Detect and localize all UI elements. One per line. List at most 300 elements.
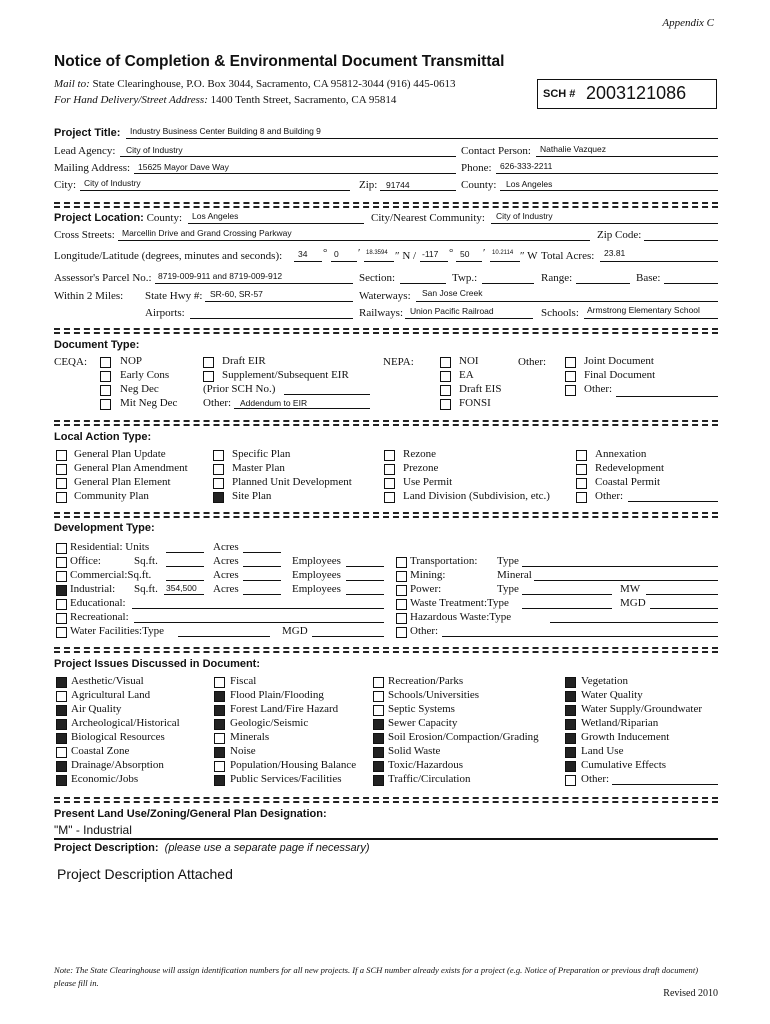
section-divider (54, 202, 718, 208)
issue-noise: Noise (230, 745, 256, 757)
land-use-value[interactable]: "M" - Industrial (54, 823, 132, 837)
issue-schools-universities: Schools/Universities (388, 689, 480, 701)
north-label: ″ N / (395, 250, 417, 262)
mineral-label: Mineral (497, 569, 532, 581)
commercial-acres-label: Acres (213, 569, 239, 581)
waterways-value[interactable]: San Jose Creek (422, 288, 483, 298)
transportation-type-label: Type (497, 555, 519, 567)
checkbox-geologic-seismic[interactable] (214, 719, 225, 730)
transportation-type-line (522, 566, 718, 567)
checkbox-sewer-capacity[interactable] (373, 719, 384, 730)
lead-agency-label: Lead Agency: (54, 145, 116, 157)
issue-biological-resources: Biological Resources (71, 731, 165, 743)
checkbox-public-services[interactable] (214, 775, 225, 786)
checkbox-agricultural-land[interactable] (56, 691, 67, 702)
general-plan-element-label: General Plan Element (74, 476, 171, 488)
hazardous-waste-label: Hazardous Waste:Type (410, 611, 512, 623)
waste-mgd-line (650, 608, 718, 609)
lat-deg-value[interactable]: 34 (298, 249, 308, 259)
checkbox-master-plan[interactable] (213, 464, 224, 475)
community-plan-label: Community Plan (74, 490, 149, 502)
industrial-acres-label: Acres (213, 583, 239, 595)
lat-deg-line (294, 261, 322, 262)
office-employees-line (346, 566, 384, 567)
checkbox-wetland-riparian[interactable] (565, 719, 576, 730)
long-deg-symbol: ° (449, 247, 454, 259)
annexation-label: Annexation (595, 448, 647, 460)
contact-person-value[interactable]: Nathalie Vazquez (540, 144, 606, 154)
checkbox-ea[interactable] (440, 371, 451, 382)
office-acres-label: Acres (213, 555, 239, 567)
checkbox-early-cons[interactable] (100, 371, 111, 382)
state-hwy-line (205, 301, 353, 302)
airports-line (190, 318, 353, 319)
city-line (80, 190, 350, 191)
total-acres-label: Total Acres: (541, 250, 595, 262)
checkbox-minerals[interactable] (214, 733, 225, 744)
water-type-line (178, 636, 270, 637)
industrial-label: Industrial: (70, 583, 116, 595)
local-other-label: Other: (595, 490, 624, 502)
office-employees-label: Employees (292, 555, 341, 567)
railways-value[interactable]: Union Pacific Railroad (410, 306, 494, 316)
general-plan-update-label: General Plan Update (74, 448, 166, 460)
issue-other-label: Other: (581, 773, 610, 785)
railways-line (405, 318, 533, 319)
issue-land-use: Land Use (581, 745, 624, 757)
rezone-label: Rezone (403, 448, 436, 460)
latlong-label: Longitude/Latitude (degrees, minutes and seconds): (54, 250, 283, 262)
checkbox-nop[interactable] (100, 357, 111, 368)
issue-fiscal: Fiscal (230, 675, 257, 687)
issue-agricultural-land: Agricultural Land (71, 689, 151, 701)
mit-neg-dec-label: Mit Neg Dec (120, 397, 178, 409)
community-label: City/Nearest Community: (371, 212, 485, 224)
residential-acres-label: Acres (213, 541, 239, 553)
county-value[interactable]: Los Angeles (506, 179, 553, 189)
zip-label: Zip: (359, 179, 378, 191)
zip-value[interactable]: 91744 (386, 180, 410, 190)
document-type-heading: Document Type: (54, 339, 140, 351)
issue-sewer-capacity: Sewer Capacity (388, 717, 458, 729)
checkbox-issue-other[interactable] (565, 775, 576, 786)
power-mw-line (646, 594, 718, 595)
phone-line (496, 173, 718, 174)
commercial-label: Commercial:Sq.ft. (70, 569, 152, 581)
project-location-heading: Project Location: (54, 212, 144, 224)
checkbox-water-facilities[interactable] (56, 627, 67, 638)
checkbox-aesthetic-visual[interactable] (56, 677, 67, 688)
industrial-sqft-label: Sq.ft. (134, 583, 158, 595)
issue-aesthetic-visual: Aesthetic/Visual (71, 675, 144, 687)
neg-dec-label: Neg Dec (120, 383, 159, 395)
checkbox-specific-plan[interactable] (213, 450, 224, 461)
office-acres-line (243, 566, 281, 567)
checkbox-general-plan-update[interactable] (56, 450, 67, 461)
zip-code-line (644, 240, 718, 241)
lat-sec-value[interactable]: 18.3594 (366, 250, 388, 256)
educational-label: Educational: (70, 597, 126, 609)
project-title-line (126, 138, 718, 139)
development-other-label: Other: (410, 625, 439, 637)
issue-soil-erosion: Soil Erosion/Compaction/Grading (388, 731, 539, 743)
master-plan-label: Master Plan (232, 462, 285, 474)
land-division-label: Land Division (Subdivision, etc.) (403, 490, 550, 502)
mineral-line (534, 580, 718, 581)
commercial-employees-label: Employees (292, 569, 341, 581)
checkbox-waste-treatment[interactable] (396, 599, 407, 610)
schools-value[interactable]: Armstrong Elementary School (587, 305, 700, 315)
checkbox-archeological-historical[interactable] (56, 719, 67, 730)
within-label: Within 2 Miles: (54, 290, 124, 302)
checkbox-commercial[interactable] (56, 571, 67, 582)
transportation-label: Transportation: (410, 555, 478, 567)
prezone-label: Prezone (403, 462, 439, 474)
residential-label: Residential: Units (70, 541, 150, 553)
issue-water-quality: Water Quality (581, 689, 643, 701)
supplement-eir-label: Supplement/Subsequent EIR (222, 369, 349, 381)
commercial-sqft-line (166, 580, 204, 581)
power-label: Power: (410, 583, 442, 595)
checkbox-noise[interactable] (214, 747, 225, 758)
checkbox-drainage-absorption[interactable] (56, 761, 67, 772)
phone-label: Phone: (461, 162, 492, 174)
issue-forest-land: Forest Land/Fire Hazard (230, 703, 339, 715)
project-description-row (54, 842, 370, 854)
checkbox-biological-resources[interactable] (56, 733, 67, 744)
issue-archeological-historical: Archeological/Historical (71, 717, 180, 729)
checkbox-final-document[interactable] (565, 371, 576, 382)
airports-label: Airports: (145, 307, 185, 319)
noi-label: NOI (459, 355, 479, 367)
mail-to-label: Mail to: (54, 78, 90, 90)
base-line (664, 283, 718, 284)
sch-label: SCH # (543, 88, 576, 100)
doc-other-label: Other: (518, 356, 547, 368)
issue-drainage-absorption: Drainage/Absorption (71, 759, 164, 771)
checkbox-fiscal[interactable] (214, 677, 225, 688)
checkbox-use-permit[interactable] (384, 478, 395, 489)
checkbox-rezone[interactable] (384, 450, 395, 461)
industrial-sqft-line (164, 594, 204, 595)
hazardous-type-line (550, 622, 718, 623)
long-min-line (456, 261, 482, 262)
checkbox-water-supply[interactable] (565, 705, 576, 716)
checkbox-site-plan[interactable] (213, 492, 224, 503)
range-label: Range: (541, 272, 573, 284)
ceqa-label: CEQA: (54, 356, 87, 368)
community-value[interactable]: City of Industry (496, 211, 553, 221)
cross-streets-label: Cross Streets: (54, 229, 115, 241)
checkbox-educational[interactable] (56, 599, 67, 610)
issue-economic-jobs: Economic/Jobs (71, 773, 139, 785)
lat-min-symbol: ′ (358, 247, 361, 259)
checkbox-land-division[interactable] (384, 492, 395, 503)
issue-wetland-riparian: Wetland/Riparian (581, 717, 659, 729)
location-county-line (188, 223, 364, 224)
nop-label: NOP (120, 355, 143, 367)
general-plan-amendment-label: General Plan Amendment (74, 462, 188, 474)
checkbox-planned-unit-development[interactable] (213, 478, 224, 489)
local-other-line (628, 501, 718, 502)
power-type-label: Type (497, 583, 519, 595)
checkbox-hazardous-waste[interactable] (396, 613, 407, 624)
page-title: Notice of Completion & Environmental Document Transmittal (54, 53, 505, 70)
mailing-address-value[interactable]: 15625 Mayor Dave Way (138, 162, 229, 172)
redevelopment-label: Redevelopment (595, 462, 665, 474)
cross-streets-value[interactable]: Marcellin Drive and Grand Crossing Parkway (122, 228, 292, 238)
checkbox-noi[interactable] (440, 357, 451, 368)
location-county-value[interactable]: Los Angeles (192, 211, 239, 221)
checkbox-power[interactable] (396, 585, 407, 596)
project-issues-heading: Project Issues Discussed in Document: (54, 658, 261, 670)
section-divider (54, 512, 718, 518)
mining-label: Mining: (410, 569, 446, 581)
residential-acres-line (243, 552, 281, 553)
doc-other-item-label: Other: (584, 383, 613, 395)
issue-traffic-circulation: Traffic/Circulation (388, 773, 471, 785)
draft-eir-label: Draft EIR (222, 355, 266, 367)
coastal-permit-label: Coastal Permit (595, 476, 661, 488)
office-sqft-label: Sq.ft. (134, 555, 158, 567)
project-location-row (54, 212, 182, 224)
issue-public-services: Public Services/Facilities (230, 773, 342, 785)
cross-streets-line (118, 240, 590, 241)
checkbox-forest-land[interactable] (214, 705, 225, 716)
checkbox-general-plan-amendment[interactable] (56, 464, 67, 475)
total-acres-line (600, 261, 718, 262)
long-sec-value[interactable]: 10.2114 (492, 250, 514, 256)
checkbox-solid-waste[interactable] (373, 747, 384, 758)
issue-septic-systems: Septic Systems (388, 703, 455, 715)
office-label: Office: (70, 555, 101, 567)
checkbox-vegetation[interactable] (565, 677, 576, 688)
checkbox-cumulative-effects[interactable] (565, 761, 576, 772)
long-min-value[interactable]: 50 (460, 249, 470, 259)
issue-recreation-parks: Recreation/Parks (388, 675, 464, 687)
hand-delivery-address: 1400 Tenth Street, Sacramento, CA 95814 (210, 94, 397, 106)
checkbox-land-use[interactable] (565, 747, 576, 758)
land-use-divider (54, 838, 718, 840)
checkbox-prezone[interactable] (384, 464, 395, 475)
hand-delivery-label: For Hand Delivery/Street Address: (54, 94, 208, 106)
section-divider (54, 797, 718, 803)
waste-type-line (522, 608, 612, 609)
checkbox-neg-dec[interactable] (100, 385, 111, 396)
checkbox-recreational[interactable] (56, 613, 67, 624)
project-title-label: Project Title: (54, 127, 121, 139)
checkbox-traffic-circulation[interactable] (373, 775, 384, 786)
checkbox-community-plan[interactable] (56, 492, 67, 503)
checkbox-mit-neg-dec[interactable] (100, 399, 111, 410)
residential-units-line (166, 552, 204, 553)
ceqa-other-line (234, 408, 370, 409)
issue-solid-waste: Solid Waste (388, 745, 441, 757)
prior-sch-label: (Prior SCH No.) (203, 383, 276, 395)
city-label: City: (54, 179, 77, 191)
checkbox-toxic-hazardous[interactable] (373, 761, 384, 772)
schools-label: Schools: (541, 307, 579, 319)
long-sec-line (490, 261, 520, 262)
zip-code-label: Zip Code: (597, 229, 642, 241)
schools-line (584, 318, 718, 319)
apn-label: Assessor's Parcel No.: (54, 272, 152, 284)
section-divider (54, 647, 718, 653)
checkbox-redevelopment[interactable] (576, 464, 587, 475)
doc-other-line (616, 396, 718, 397)
issue-vegetation: Vegetation (581, 675, 629, 687)
waste-treatment-label: Waste Treatment:Type (410, 597, 509, 609)
appendix-label: Appendix C (662, 17, 714, 29)
checkbox-fonsi[interactable] (440, 399, 451, 410)
community-line (491, 223, 718, 224)
checkbox-joint-document[interactable] (565, 357, 576, 368)
checkbox-recreation-parks[interactable] (373, 677, 384, 688)
ceqa-other-value[interactable]: Addendum to EIR (240, 398, 308, 408)
waterways-line (416, 301, 718, 302)
mailing-address-line (134, 173, 456, 174)
checkbox-growth-inducement[interactable] (565, 733, 576, 744)
long-deg-value[interactable]: -117 (422, 249, 439, 259)
lead-agency-value[interactable]: City of Industry (126, 145, 183, 155)
joint-document-label: Joint Document (584, 355, 654, 367)
hand-delivery-line (54, 94, 396, 106)
final-document-label: Final Document (584, 369, 656, 381)
city-value[interactable]: City of Industry (84, 178, 141, 188)
checkbox-population-housing[interactable] (214, 761, 225, 772)
lat-sec-line (364, 261, 394, 262)
power-mw-label: MW (620, 583, 641, 595)
issue-water-supply: Water Supply/Groundwater (581, 703, 702, 715)
issue-toxic-hazardous: Toxic/Hazardous (388, 759, 463, 771)
section-divider (54, 328, 718, 334)
section-line (400, 283, 446, 284)
waste-mgd-label: MGD (620, 597, 646, 609)
checkbox-schools-universities[interactable] (373, 691, 384, 702)
west-label: ″ W (520, 250, 538, 262)
lat-min-line (331, 261, 357, 262)
issue-minerals: Minerals (230, 731, 270, 743)
educational-line (132, 608, 384, 609)
long-deg-line (420, 261, 448, 262)
ea-label: EA (459, 369, 474, 381)
checkbox-industrial[interactable] (56, 585, 67, 596)
long-min-symbol: ′ (483, 247, 486, 259)
draft-eis-label: Draft EIS (459, 383, 502, 395)
checkbox-coastal-zone[interactable] (56, 747, 67, 758)
issue-cumulative-effects: Cumulative Effects (581, 759, 667, 771)
checkbox-flood-plain[interactable] (214, 691, 225, 702)
contact-person-line (536, 156, 718, 157)
total-acres-value[interactable]: 23.81 (604, 248, 626, 258)
land-use-heading: Present Land Use/Zoning/General Plan Designation: (54, 808, 327, 820)
checkbox-development-other[interactable] (396, 627, 407, 638)
issue-air-quality: Air Quality (71, 703, 122, 715)
base-label: Base: (636, 272, 661, 284)
ceqa-other-label: Other: (203, 397, 232, 409)
county-label: County: (461, 179, 497, 191)
railways-label: Railways: (359, 307, 403, 319)
local-action-heading: Local Action Type: (54, 431, 152, 443)
project-title-value[interactable]: Industry Business Center Building 8 and Building 9 (130, 126, 321, 136)
checkbox-local-other[interactable] (576, 492, 587, 503)
water-mgd-line (312, 636, 384, 637)
checkbox-annexation[interactable] (576, 450, 587, 461)
checkbox-economic-jobs[interactable] (56, 775, 67, 786)
sch-number[interactable]: 2003121086 (586, 83, 687, 103)
recreational-label: Recreational: (70, 611, 129, 623)
water-facilities-label: Water Facilities:Type (70, 625, 164, 637)
checkbox-supplement-eir[interactable] (203, 371, 214, 382)
lat-min-value[interactable]: 0 (334, 249, 339, 259)
planned-unit-development-label: Planned Unit Development (232, 476, 352, 488)
project-description-value[interactable]: Project Description Attached (57, 866, 233, 882)
development-type-heading: Development Type: (54, 522, 155, 534)
issue-geologic-seismic: Geologic/Seismic (230, 717, 309, 729)
county-line (500, 190, 718, 191)
project-description-heading: Project Description: (54, 842, 159, 854)
industrial-acres-line (243, 594, 281, 595)
revised-label: Revised 2010 (663, 988, 718, 999)
phone-value[interactable]: 626-333-2211 (500, 161, 553, 171)
prior-sch-line (284, 394, 370, 395)
development-other-line (442, 636, 718, 637)
section-divider (54, 420, 718, 426)
specific-plan-label: Specific Plan (232, 448, 291, 460)
twp-label: Twp.: (452, 272, 478, 284)
checkbox-air-quality[interactable] (56, 705, 67, 716)
checkbox-mining[interactable] (396, 571, 407, 582)
use-permit-label: Use Permit (403, 476, 453, 488)
section-label: Section: (359, 272, 396, 284)
location-county-label: County: (146, 212, 183, 224)
checkbox-general-plan-element[interactable] (56, 478, 67, 489)
checkbox-transportation[interactable] (396, 557, 407, 568)
checkbox-doc-other[interactable] (565, 385, 576, 396)
checkbox-draft-eir[interactable] (203, 357, 214, 368)
site-plan-label: Site Plan (232, 490, 272, 502)
state-hwy-value[interactable]: SR-60, SR-57 (210, 289, 263, 299)
checkbox-draft-eis[interactable] (440, 385, 451, 396)
checkbox-residential[interactable] (56, 543, 67, 554)
lead-agency-line (120, 156, 456, 157)
power-type-line (522, 594, 612, 595)
apn-line (155, 283, 353, 284)
project-description-note: (please use a separate page if necessary) (164, 842, 370, 854)
mail-to-line (54, 78, 455, 90)
office-sqft-line (166, 566, 204, 567)
apn-value[interactable]: 8719-009-911 and 8719-009-912 (158, 271, 283, 281)
water-mgd-label: MGD (282, 625, 308, 637)
state-hwy-label: State Hwy #: (145, 290, 203, 302)
checkbox-water-quality[interactable] (565, 691, 576, 702)
industrial-employees-line (346, 594, 384, 595)
issue-population-housing: Population/Housing Balance (230, 759, 357, 771)
checkbox-office[interactable] (56, 557, 67, 568)
sch-box (537, 79, 717, 109)
commercial-acres-line (243, 580, 281, 581)
issue-other-line (612, 784, 718, 785)
checkbox-coastal-permit[interactable] (576, 478, 587, 489)
footer-note: Note: The State Clearinghouse will assign identification numbers for all new projects. If a SCH number already exists for a project (e.g. Notice of Preparation or previous draft document) please fill in. (54, 965, 699, 988)
nepa-label: NEPA: (383, 356, 414, 368)
mailing-address-label: Mailing Address: (54, 162, 131, 174)
checkbox-septic-systems[interactable] (373, 705, 384, 716)
checkbox-soil-erosion[interactable] (373, 733, 384, 744)
mail-to-address: State Clearinghouse, P.O. Box 3044, Sacramento, CA 95812-3044 (916) 445-0613 (92, 78, 456, 90)
zip-line (380, 190, 456, 191)
industrial-sqft-value[interactable]: 354,500 (166, 583, 197, 593)
